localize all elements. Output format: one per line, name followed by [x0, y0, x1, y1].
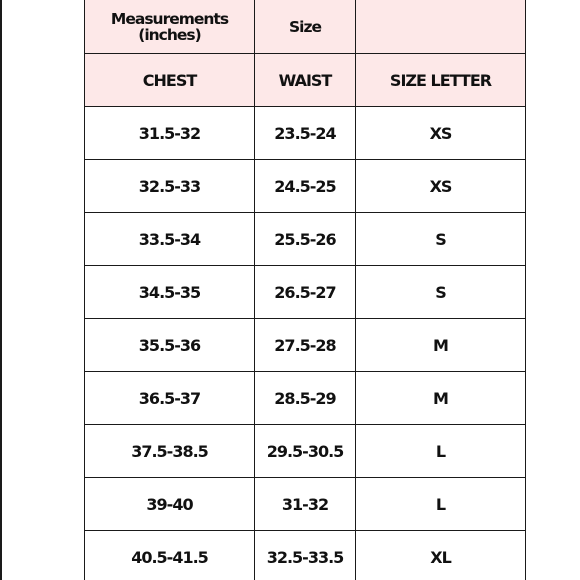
table-row — [85, 213, 526, 266]
table-header-row — [85, 54, 526, 107]
waist-cell: 31-32 — [255, 478, 356, 531]
table-row — [85, 160, 526, 213]
waist-cell: 29.5-30.5 — [255, 425, 356, 478]
column-header-waist: WAIST — [255, 54, 356, 107]
table-row — [85, 372, 526, 425]
table-row — [85, 531, 526, 580]
measurements-title-line: Measurements (inches) — [110, 9, 229, 44]
chest-cell: 40.5-41.5 — [85, 531, 255, 580]
size-letter-cell: L — [356, 478, 526, 531]
chest-cell: 34.5-35 — [85, 266, 255, 319]
size-letter-cell: M — [356, 372, 526, 425]
column-header-chest: CHEST — [85, 54, 255, 107]
size-letter-cell: XS — [356, 107, 526, 160]
table-row — [85, 425, 526, 478]
waist-cell: 24.5-25 — [255, 160, 356, 213]
table-row — [85, 478, 526, 531]
waist-cell: 32.5-33.5 — [255, 531, 356, 580]
blank-title-cell — [356, 0, 526, 54]
waist-cell: 23.5-24 — [255, 107, 356, 160]
table-title-row — [85, 0, 526, 54]
measurements-title-label — [111, 11, 228, 43]
chest-cell: 36.5-37 — [85, 372, 255, 425]
size-title-cell — [255, 0, 356, 54]
table-row — [85, 107, 526, 160]
chest-cell: 39-40 — [85, 478, 255, 531]
waist-cell: 26.5-27 — [255, 266, 356, 319]
size-letter-cell: XL — [356, 531, 526, 580]
size-letter-cell: S — [356, 213, 526, 266]
chest-cell: 32.5-33 — [85, 160, 255, 213]
waist-cell: 27.5-28 — [255, 319, 356, 372]
column-header-size-letter: SIZE LETTER — [356, 54, 526, 107]
chest-cell: 33.5-34 — [85, 213, 255, 266]
table-row — [85, 266, 526, 319]
chest-cell: 35.5-36 — [85, 319, 255, 372]
size-letter-cell: XS — [356, 160, 526, 213]
size-letter-cell: M — [356, 319, 526, 372]
measurements-title-cell — [85, 0, 255, 54]
chest-cell: 37.5-38.5 — [85, 425, 255, 478]
size-title-label: Size — [288, 17, 321, 36]
size-letter-cell: S — [356, 266, 526, 319]
size-letter-cell: L — [356, 425, 526, 478]
table-row — [85, 319, 526, 372]
waist-cell: 28.5-29 — [255, 372, 356, 425]
left-edge-divider — [0, 0, 2, 580]
chest-cell: 31.5-32 — [85, 107, 255, 160]
waist-cell: 25.5-26 — [255, 213, 356, 266]
size-chart-table — [84, 0, 526, 580]
